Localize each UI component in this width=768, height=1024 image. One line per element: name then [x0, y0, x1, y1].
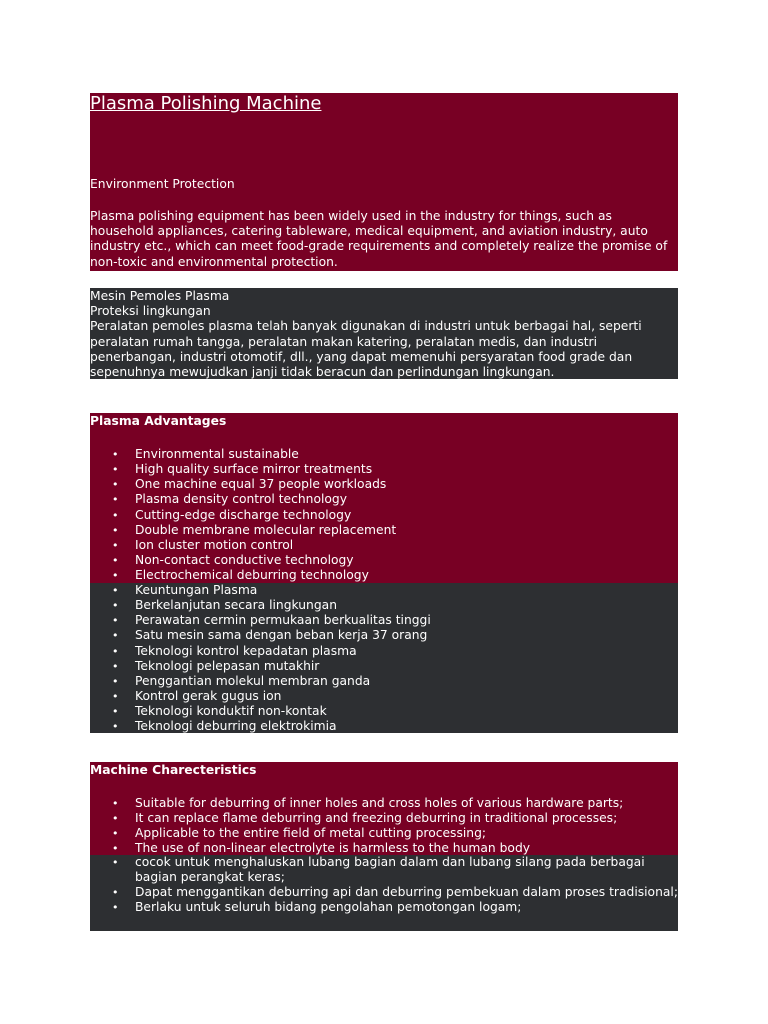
list-item [90, 796, 678, 811]
bullet-icon: • [112, 797, 119, 810]
bullet-icon: • [112, 599, 119, 613]
bullet-icon: • [112, 493, 119, 507]
advantages-translation-block [90, 583, 678, 733]
list-item [90, 462, 678, 477]
list-item-text: Suitable for deburring of inner holes and cross holes of various hardware parts; [135, 796, 624, 810]
bullet-icon: • [112, 842, 119, 856]
list-item [90, 583, 678, 598]
list-item-text: Teknologi pelepasan mutakhir [135, 658, 320, 673]
bullet-icon: • [112, 538, 119, 552]
bullet-icon: • [112, 720, 119, 734]
list-item [90, 523, 678, 538]
list-item [90, 508, 678, 523]
bullet-icon: • [112, 478, 119, 492]
list-item [90, 538, 678, 553]
bullet-icon: • [112, 856, 119, 869]
list-item-text: Electrochemical deburring technology [135, 568, 369, 583]
characteristics-heading: Machine Charecteristics [90, 763, 257, 777]
bullet-icon: • [112, 674, 119, 688]
bullet-icon: • [112, 584, 119, 597]
list-item-text: Penggantian molekul membran ganda [135, 673, 371, 688]
list-item-text: Keuntungan Plasma [135, 583, 258, 597]
list-item-text: Teknologi deburring elektrokimia [135, 719, 337, 734]
bullet-icon: • [112, 554, 119, 568]
list-item [90, 477, 678, 492]
list-item-text: Teknologi kontrol kepadatan plasma [135, 643, 357, 658]
list-item-text: Kontrol gerak gugus ion [135, 689, 282, 704]
list-item [90, 811, 678, 826]
list-item [90, 598, 678, 613]
bullet-icon: • [112, 569, 119, 583]
bullet-icon: • [112, 812, 119, 826]
characteristics-translation-block [90, 855, 678, 931]
list-item-text: Ion cluster motion control [135, 537, 294, 552]
characteristics-list-en [90, 796, 678, 857]
bullet-icon: • [112, 448, 119, 461]
list-item-text: Non-contact conductive technology [135, 553, 354, 568]
list-item [90, 553, 678, 568]
advantages-block [90, 413, 678, 583]
list-item [90, 674, 678, 689]
bullet-icon: • [112, 463, 119, 477]
bullet-icon: • [112, 886, 119, 900]
bullet-icon: • [112, 659, 119, 673]
list-item-text: Cutting-edge discharge technology [135, 507, 352, 522]
advantages-list-en [90, 447, 678, 583]
list-item [90, 613, 678, 628]
bullet-icon: • [112, 629, 119, 643]
list-item-text: Berlaku untuk seluruh bidang pengolahan pemotongan logam; [135, 900, 522, 915]
characteristics-list-id [90, 855, 678, 916]
list-item-text: One machine equal 37 people workloads [135, 477, 387, 492]
translation-line: Mesin Pemoles Plasma [90, 289, 230, 303]
list-item-text: It can replace flame deburring and freezing deburring in traditional processes; [135, 811, 618, 826]
list-item [90, 447, 678, 462]
environment-paragraph: Plasma polishing equipment has been widely used in the industry for things, such as household appliances, catering tableware, medical equipment, and aviation industry, auto industry etc., which can meet food-grade requirements and completely realize the promise of non-toxic and environmental protection. [90, 209, 668, 269]
list-item [90, 900, 678, 915]
list-item-text: cocok untuk menghaluskan lubang bagian dalam dan lubang silang pada berbagai bagian perangkat keras; [135, 855, 645, 885]
list-item [90, 644, 678, 659]
list-item-text: High quality surface mirror treatments [135, 462, 373, 477]
list-item [90, 855, 678, 885]
list-item-text: Berkelanjutan secara lingkungan [135, 598, 337, 613]
list-item [90, 689, 678, 704]
list-item [90, 659, 678, 674]
bullet-icon: • [112, 690, 119, 704]
intro-translation-block [90, 288, 678, 379]
bullet-icon: • [112, 508, 119, 522]
bullet-icon: • [112, 644, 119, 658]
bullet-icon: • [112, 827, 119, 841]
list-item [90, 628, 678, 643]
list-item [90, 885, 678, 900]
list-item-text: Dapat menggantikan deburring api dan deburring pembekuan dalam proses tradisional; [135, 885, 678, 900]
list-item-text: Applicable to the entire field of metal cutting processing; [135, 826, 487, 841]
bullet-icon: • [112, 705, 119, 719]
list-item-text: Environmental sustainable [135, 447, 299, 461]
list-item [90, 719, 678, 734]
list-item-text: Plasma density control technology [135, 492, 348, 507]
list-item-text: Double membrane molecular replacement [135, 522, 397, 537]
characteristics-block [90, 762, 678, 855]
environment-subheading: Environment Protection [90, 177, 235, 191]
advantages-list-id [90, 583, 678, 735]
translation-line: Proteksi lingkungan [90, 304, 211, 319]
list-item [90, 492, 678, 507]
list-item-text: Perawatan cermin permukaan berkualitas tinggi [135, 613, 431, 628]
list-item [90, 568, 678, 583]
list-item-text: Teknologi konduktif non-kontak [135, 704, 327, 719]
page-title: Plasma Polishing Machine [90, 93, 322, 114]
bullet-icon: • [112, 614, 119, 628]
list-item [90, 704, 678, 719]
list-item-text: The use of non-linear electrolyte is harmless to the human body [135, 841, 531, 856]
list-item-text: Satu mesin sama dengan beban kerja 37 orang [135, 628, 428, 643]
bullet-icon: • [112, 901, 119, 915]
bullet-icon: • [112, 523, 119, 537]
list-item [90, 826, 678, 841]
translation-line: Peralatan pemoles plasma telah banyak digunakan di industri untuk berbagai hal, seperti peralatan rumah tangga, peralatan makan katering, peralatan medis, dan industri penerbangan, industri otomotif, dll., yang dapat memenuhi persyaratan food grade dan sepenuhnya mewujudkan janji tidak beracun dan perlindungan lingkungan. [90, 319, 642, 380]
advantages-heading: Plasma Advantages [90, 414, 227, 428]
